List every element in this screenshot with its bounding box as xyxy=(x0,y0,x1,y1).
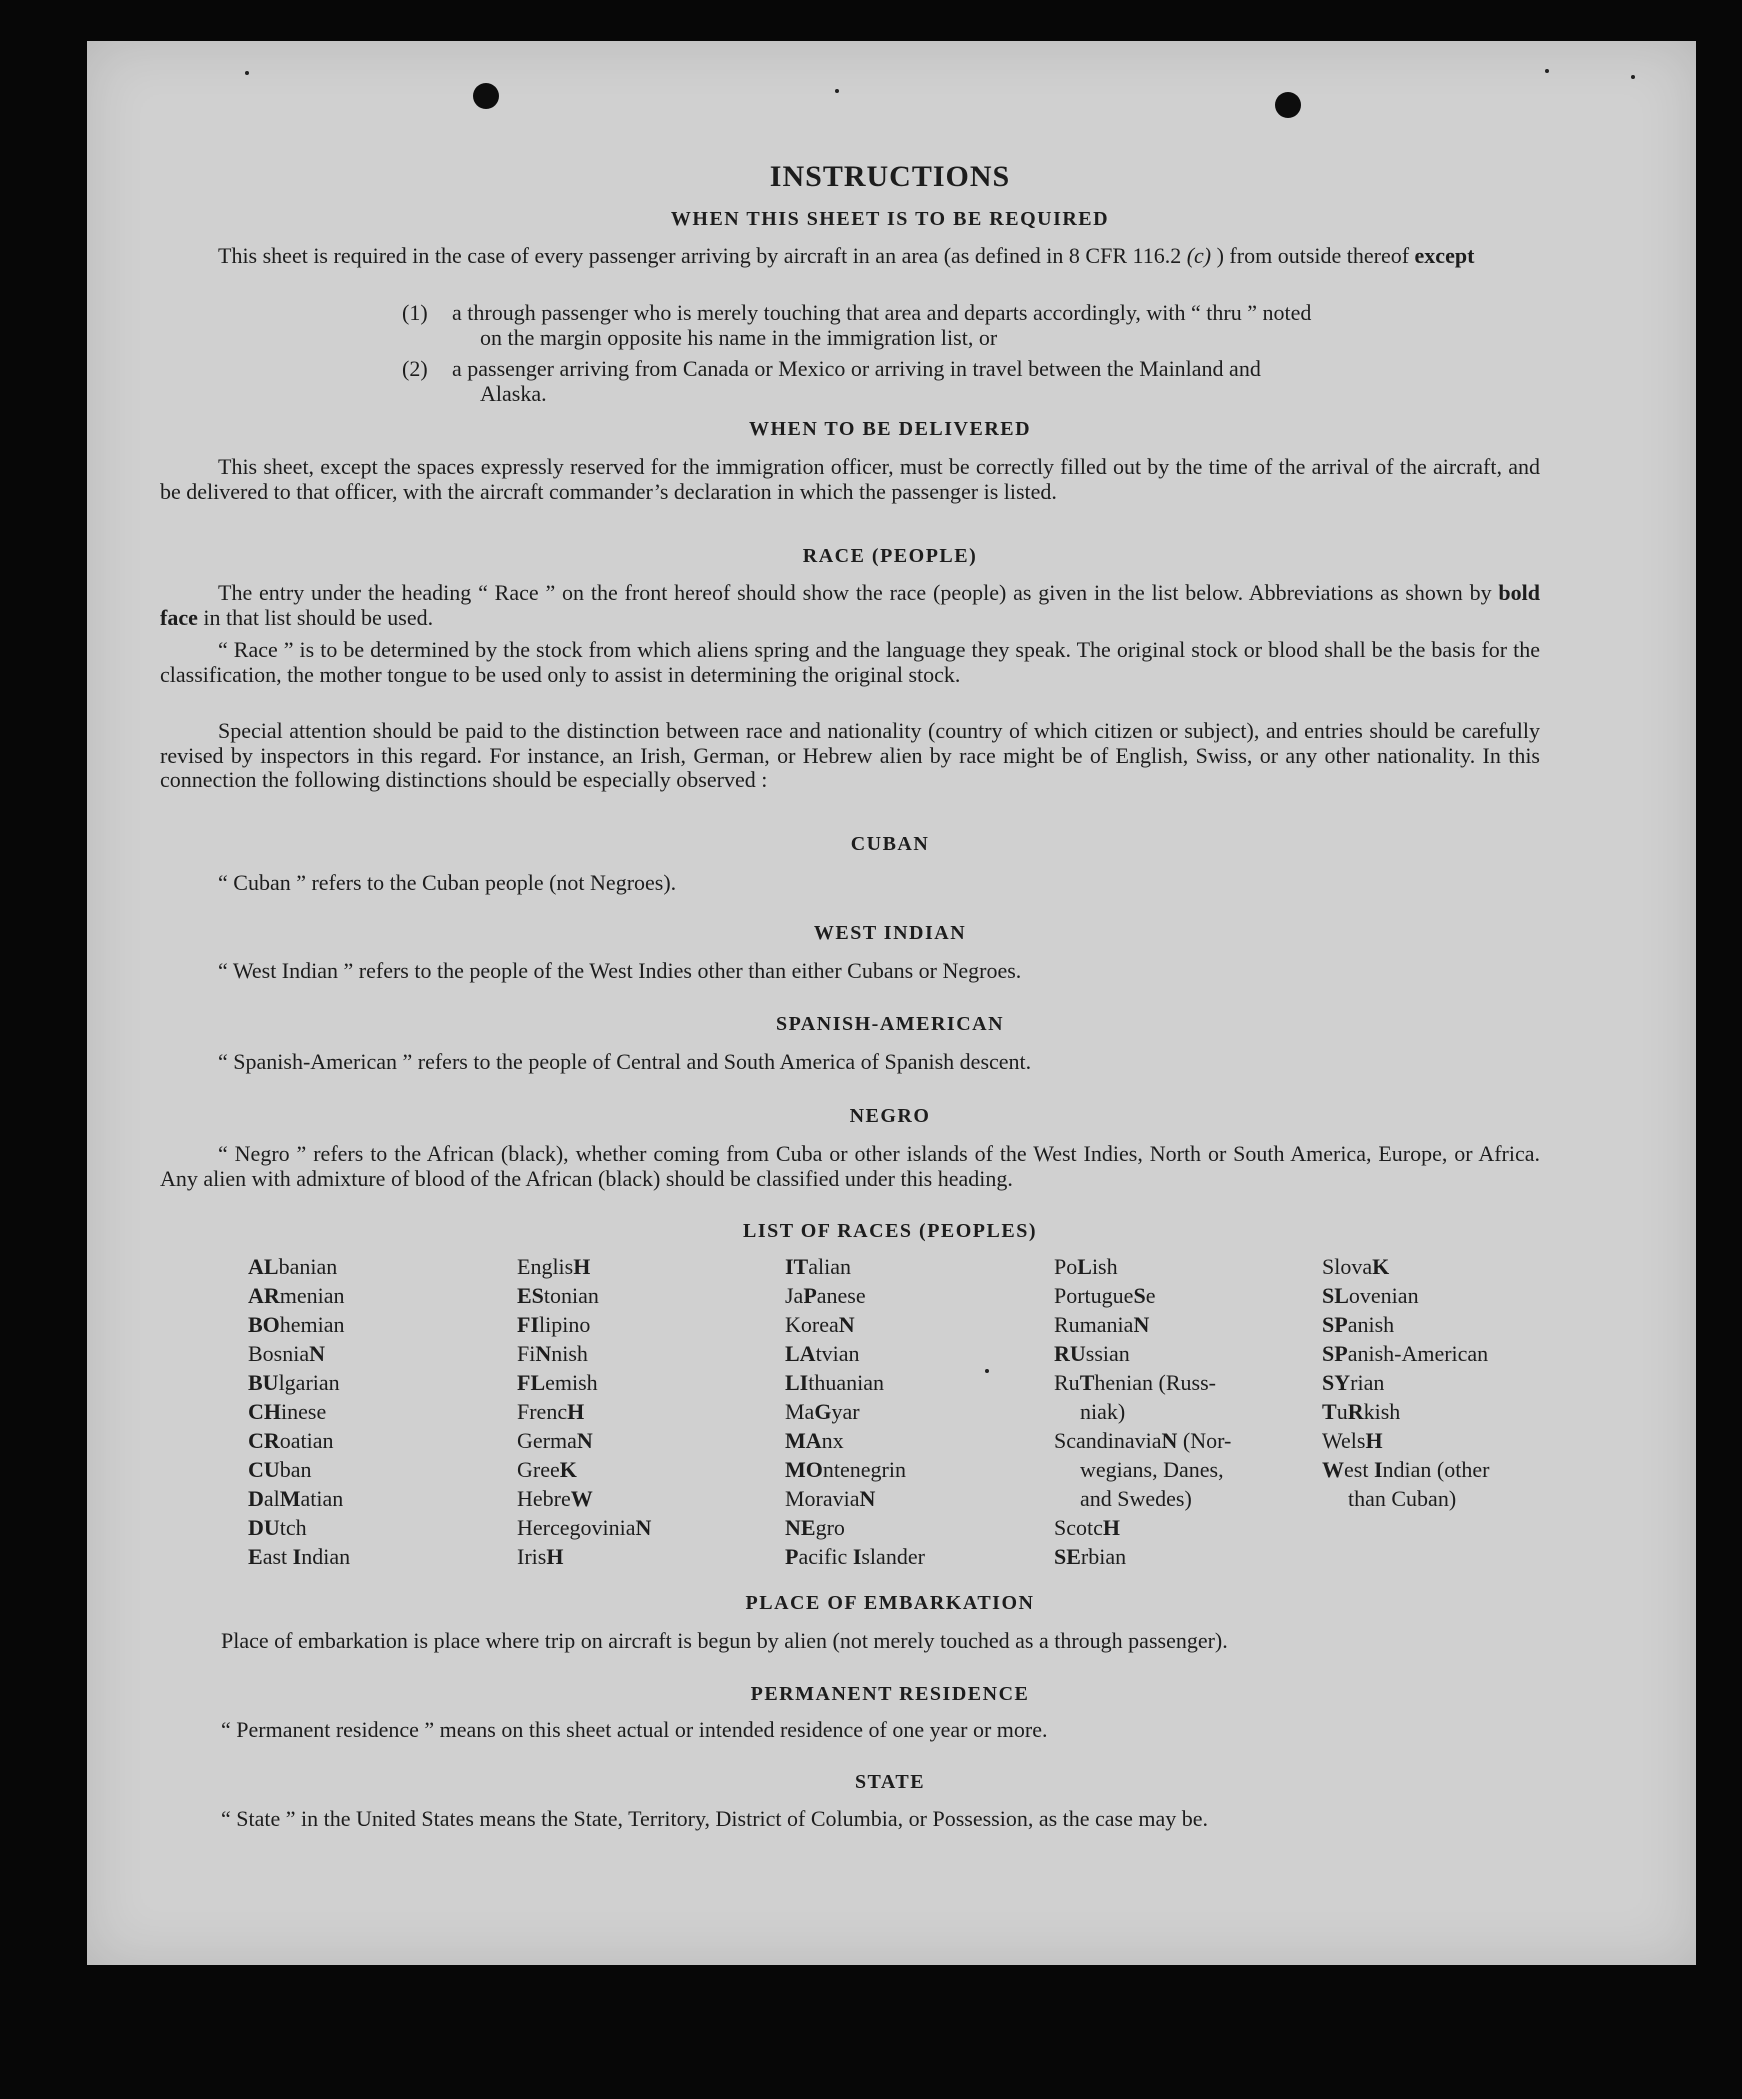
race-abbreviation: N xyxy=(838,1312,855,1337)
punch-hole-left xyxy=(473,83,499,109)
race-text: Fi xyxy=(517,1341,536,1366)
race-text: and Swedes) xyxy=(1080,1486,1192,1511)
race-entry xyxy=(785,1310,1045,1339)
race-text: Korea xyxy=(785,1312,839,1337)
race-entry xyxy=(1322,1368,1582,1397)
race-text: ntenegrin xyxy=(822,1457,906,1482)
race-entry xyxy=(1054,1513,1314,1542)
race-text: lipino xyxy=(539,1312,591,1337)
race-abbreviation: IT xyxy=(785,1254,809,1279)
race-text: Wels xyxy=(1322,1428,1366,1453)
race-text: hemian xyxy=(279,1312,345,1337)
race-text: Scandinavia xyxy=(1054,1428,1162,1453)
race-entry xyxy=(1322,1455,1582,1484)
race-abbreviation: G xyxy=(814,1399,832,1424)
exception-item-1 xyxy=(404,301,1540,350)
race-entry xyxy=(248,1339,508,1368)
race-text: Rumania xyxy=(1054,1312,1134,1337)
when-required-text xyxy=(160,244,1540,269)
race-text: est xyxy=(1344,1457,1374,1482)
race-abbreviation: T xyxy=(1322,1399,1337,1424)
section-heading-when-required: WHEN THIS SHEET IS TO BE REQUIRED xyxy=(670,208,1110,230)
race-entry xyxy=(1322,1339,1582,1368)
race-abbreviation: FI xyxy=(517,1312,539,1337)
race-entry-continuation xyxy=(1054,1484,1314,1513)
race-entry xyxy=(785,1542,1045,1571)
race-entry xyxy=(785,1513,1045,1542)
speck xyxy=(1545,69,1549,73)
race-entry xyxy=(248,1310,508,1339)
race-abbreviation: CR xyxy=(248,1428,280,1453)
race-abbreviation: MA xyxy=(785,1428,822,1453)
section-heading-list-of-races: LIST OF RACES (PEOPLES) xyxy=(742,1220,1037,1242)
race-entry-continuation xyxy=(1054,1397,1314,1426)
race-abbreviation: SP xyxy=(1322,1312,1348,1337)
race-abbreviation: N xyxy=(635,1515,652,1540)
race-text: ndian (other xyxy=(1382,1457,1490,1482)
race-entry xyxy=(517,1368,777,1397)
race-abbreviation: W xyxy=(1322,1457,1344,1482)
race-entry xyxy=(517,1455,777,1484)
race-text: thuanian xyxy=(808,1370,885,1395)
race-abbreviation: DU xyxy=(248,1515,280,1540)
negro-text: “ Negro ” refers to the African (black), whether coming from Cuba or other islands of the West Indies, North or South America, Europe, or Africa. Any alien with admixture of blood of the African (black) should be classified under this heading. xyxy=(160,1141,1540,1191)
item-line: Alaska. xyxy=(480,380,547,406)
race-entry xyxy=(248,1252,508,1281)
text-run: This sheet is required in the case of every passenger arriving by aircraft in an area (as defined in 8 CFR 116.2 xyxy=(218,243,1187,268)
race-text: Ma xyxy=(785,1399,815,1424)
when-delivered-text: This sheet, except the spaces expressly reserved for the immigration officer, must be correctly filled out by the time of the arrival of the aircraft, and be delivered to that officer, with the aircraft commander’s declaration in which the passenger is listed. xyxy=(160,454,1540,504)
race-text: emish xyxy=(545,1370,598,1395)
races-list xyxy=(248,1252,1548,1572)
race-abbreviation: H xyxy=(1102,1515,1121,1540)
race-column xyxy=(785,1252,1045,1571)
race-abbreviation: N xyxy=(576,1428,593,1453)
race-text: ban xyxy=(279,1457,312,1482)
page-title: INSTRUCTIONS xyxy=(769,160,1011,193)
race-entry xyxy=(785,1368,1045,1397)
text-run: except xyxy=(1414,243,1475,268)
race-entry xyxy=(248,1397,508,1426)
race-entry xyxy=(785,1484,1045,1513)
race-abbreviation: N xyxy=(859,1486,876,1511)
race-text: Ru xyxy=(1054,1370,1080,1395)
race-column xyxy=(248,1252,508,1571)
race-abbreviation: P xyxy=(803,1283,817,1308)
race-text: oatian xyxy=(279,1428,334,1453)
item-line: a passenger arriving from Canada or Mexico or arriving in travel between the Mainland and xyxy=(452,356,1261,381)
place-of-embarkation-text: Place of embarkation is place where trip on aircraft is begun by alien (not merely touched as a through passenger). xyxy=(221,1628,1228,1653)
speck xyxy=(835,89,839,93)
item-line: a through passenger who is merely touching that area and departs accordingly, with “ thru ” noted xyxy=(452,300,1312,325)
race-abbreviation: RU xyxy=(1054,1341,1086,1366)
race-entry xyxy=(1054,1426,1314,1455)
race-text: Po xyxy=(1054,1254,1078,1279)
permanent-residence-text: “ Permanent residence ” means on this sheet actual or intended residence of one year or more. xyxy=(221,1717,1048,1742)
race-text: Scotc xyxy=(1054,1515,1103,1540)
race-entry xyxy=(785,1397,1045,1426)
race-text: rian xyxy=(1350,1370,1385,1395)
race-text: Ja xyxy=(785,1283,804,1308)
race-abbreviation: T xyxy=(1079,1370,1095,1395)
race-abbreviation: R xyxy=(1347,1399,1364,1424)
race-entry xyxy=(1054,1310,1314,1339)
race-text: Englis xyxy=(517,1254,574,1279)
race-entry xyxy=(248,1426,508,1455)
race-entry xyxy=(785,1339,1045,1368)
race-column xyxy=(1322,1252,1582,1513)
punch-hole-right xyxy=(1275,92,1301,118)
race-abbreviation: SE xyxy=(1054,1544,1081,1569)
race-text: Hercegovinia xyxy=(517,1515,636,1540)
race-text: Germa xyxy=(517,1428,577,1453)
race-abbreviation: N xyxy=(309,1341,326,1366)
race-abbreviation: ES xyxy=(517,1283,544,1308)
race-abbreviation: CH xyxy=(248,1399,281,1424)
race-text: (Nor- xyxy=(1177,1428,1232,1453)
section-heading-negro: NEGRO xyxy=(849,1105,931,1127)
race-entry xyxy=(785,1252,1045,1281)
race-text: Bosnia xyxy=(248,1341,310,1366)
race-text: Slova xyxy=(1322,1254,1373,1279)
race-text: Iris xyxy=(517,1544,547,1569)
race-entry xyxy=(517,1310,777,1339)
west-indian-text: “ West Indian ” refers to the people of the West Indies other than either Cubans or Negroes. xyxy=(218,958,1022,983)
race-abbreviation: LA xyxy=(785,1341,816,1366)
race-abbreviation: LI xyxy=(785,1370,809,1395)
text-run: bold face xyxy=(160,580,1540,630)
race-entry xyxy=(1054,1252,1314,1281)
section-heading-race: RACE (PEOPLE) xyxy=(802,545,978,567)
race-text: than Cuban) xyxy=(1348,1486,1457,1511)
race-abbreviation: NE xyxy=(785,1515,816,1540)
race-abbreviation: M xyxy=(279,1486,301,1511)
text-run: The entry under the heading “ Race ” on the front hereof should show the race (people) as given in the list below. Abbreviations as shown by xyxy=(218,580,1499,605)
race-abbreviation: K xyxy=(559,1457,577,1482)
race-abbreviation: H xyxy=(573,1254,591,1279)
text-run: (c) xyxy=(1186,243,1212,268)
state-text: “ State ” in the United States means the State, Territory, District of Columbia, or Possession, as the case may be. xyxy=(221,1806,1209,1831)
race-entry xyxy=(1322,1252,1582,1281)
race-text: Moravia xyxy=(785,1486,860,1511)
race-abbreviation: I xyxy=(1373,1457,1383,1482)
race-abbreviation: N xyxy=(535,1341,552,1366)
item-number: (2) xyxy=(402,356,428,381)
race-text: nx xyxy=(821,1428,844,1453)
race-text: henian (Russ- xyxy=(1094,1370,1216,1395)
race-abbreviation: P xyxy=(785,1544,799,1569)
race-text: menian xyxy=(279,1283,345,1308)
section-heading-permanent-residence: PERMANENT RESIDENCE xyxy=(750,1683,1030,1705)
race-text: Portugue xyxy=(1054,1283,1134,1308)
section-heading-place-of-embarkation: PLACE OF EMBARKATION xyxy=(745,1592,1035,1614)
race-abbreviation: AL xyxy=(248,1254,279,1279)
race-text: e xyxy=(1145,1283,1156,1308)
race-abbreviation: BU xyxy=(248,1370,279,1395)
speck xyxy=(245,71,249,75)
race-text: ndian xyxy=(301,1544,351,1569)
item-number: (1) xyxy=(402,300,428,325)
race-entry xyxy=(517,1484,777,1513)
race-paragraph-3: Special attention should be paid to the distinction between race and nationality (country of which citizen or subject), and entries should be carefully revised by inspectors in this regard. For instance, an Irish, German, or Hebrew alien by race might be of English, Swiss, or any other nationality. In this connection the following distinctions should be especially observed : xyxy=(160,718,1540,792)
race-paragraph-2: “ Race ” is to be determined by the stock from which aliens spring and the language they speak. The original stock or blood shall be the basis for the classification, the mother tongue to be used only to assist in determining the original stock. xyxy=(160,637,1540,687)
race-abbreviation: D xyxy=(248,1486,264,1511)
race-text: banian xyxy=(278,1254,338,1279)
race-text: niak) xyxy=(1080,1399,1126,1424)
race-entry xyxy=(248,1368,508,1397)
race-entry xyxy=(517,1281,777,1310)
race-entry xyxy=(1322,1310,1582,1339)
race-entry xyxy=(785,1455,1045,1484)
race-abbreviation: SL xyxy=(1322,1283,1349,1308)
race-abbreviation: SY xyxy=(1322,1370,1351,1395)
race-abbreviation: E xyxy=(248,1544,263,1569)
race-abbreviation: I xyxy=(292,1544,302,1569)
race-column xyxy=(1054,1252,1314,1571)
race-abbreviation: MO xyxy=(785,1457,823,1482)
race-abbreviation: N xyxy=(1133,1312,1150,1337)
race-entry xyxy=(1054,1368,1314,1397)
race-abbreviation: S xyxy=(1133,1283,1146,1308)
race-text: anish xyxy=(1347,1312,1395,1337)
race-abbreviation: SP xyxy=(1322,1341,1348,1366)
race-text: anese xyxy=(816,1283,866,1308)
race-text: Frenc xyxy=(517,1399,568,1424)
race-text: Gree xyxy=(517,1457,560,1482)
race-abbreviation: L xyxy=(1077,1254,1092,1279)
race-entry xyxy=(517,1426,777,1455)
race-entry xyxy=(1322,1281,1582,1310)
race-text: al xyxy=(263,1486,280,1511)
race-entry xyxy=(1054,1281,1314,1310)
race-column xyxy=(517,1252,777,1571)
section-heading-when-delivered: WHEN TO BE DELIVERED xyxy=(748,418,1032,440)
race-entry xyxy=(1054,1339,1314,1368)
race-entry xyxy=(517,1513,777,1542)
race-text: ast xyxy=(262,1544,293,1569)
race-entry xyxy=(1054,1542,1314,1571)
race-entry xyxy=(248,1513,508,1542)
text-run: in that list should be used. xyxy=(197,604,434,630)
section-heading-cuban: CUBAN xyxy=(850,833,930,855)
race-text: lgarian xyxy=(278,1370,340,1395)
race-abbreviation: FL xyxy=(517,1370,546,1395)
item-line: on the margin opposite his name in the immigration list, or xyxy=(480,324,998,350)
race-text: ovenian xyxy=(1348,1283,1419,1308)
race-text: atian xyxy=(300,1486,344,1511)
race-entry xyxy=(785,1281,1045,1310)
race-text: kish xyxy=(1363,1399,1401,1424)
race-entry xyxy=(248,1542,508,1571)
race-entry xyxy=(517,1397,777,1426)
race-paragraph-1 xyxy=(160,581,1540,630)
race-entry-continuation xyxy=(1054,1455,1314,1484)
race-text: tch xyxy=(279,1515,307,1540)
section-heading-west-indian: WEST INDIAN xyxy=(813,922,967,944)
race-text: nish xyxy=(551,1341,588,1366)
exception-item-2 xyxy=(404,357,1540,406)
race-abbreviation: W xyxy=(570,1486,593,1511)
race-text: rbian xyxy=(1080,1544,1127,1569)
race-entry xyxy=(517,1252,777,1281)
section-heading-state: STATE xyxy=(854,1771,926,1793)
race-entry xyxy=(1322,1426,1582,1455)
race-text: ish xyxy=(1091,1254,1118,1279)
race-text: wegians, Danes, xyxy=(1080,1457,1224,1482)
spanish-american-text: “ Spanish-American ” refers to the people of Central and South America of Spanish descent. xyxy=(218,1049,1032,1074)
race-abbreviation: K xyxy=(1372,1254,1390,1279)
race-entry xyxy=(248,1484,508,1513)
speck xyxy=(1631,75,1635,79)
race-abbreviation: H xyxy=(1365,1428,1383,1453)
race-abbreviation: AR xyxy=(248,1283,280,1308)
race-text: ssian xyxy=(1085,1341,1130,1366)
section-heading-spanish-american: SPANISH-AMERICAN xyxy=(775,1013,1005,1035)
race-entry xyxy=(517,1542,777,1571)
cuban-text: “ Cuban ” refers to the Cuban people (not Negroes). xyxy=(218,870,677,895)
race-text: Hebre xyxy=(517,1486,571,1511)
text-run: ) from outside thereof xyxy=(1211,243,1415,268)
race-entry xyxy=(248,1455,508,1484)
race-text: yar xyxy=(831,1399,860,1424)
race-entry xyxy=(248,1281,508,1310)
race-text: tonian xyxy=(543,1283,599,1308)
race-text: gro xyxy=(815,1515,845,1540)
race-abbreviation: H xyxy=(546,1544,564,1569)
race-entry xyxy=(517,1339,777,1368)
race-text: u xyxy=(1336,1399,1348,1424)
race-text: acific xyxy=(798,1544,853,1569)
race-text: inese xyxy=(281,1399,327,1424)
race-abbreviation: BO xyxy=(248,1312,280,1337)
race-abbreviation: CU xyxy=(248,1457,280,1482)
race-text: slander xyxy=(861,1544,925,1569)
race-abbreviation: N xyxy=(1161,1428,1178,1453)
race-abbreviation: H xyxy=(567,1399,585,1424)
race-text: alian xyxy=(808,1254,852,1279)
race-entry xyxy=(785,1426,1045,1455)
race-text: tvian xyxy=(815,1341,860,1366)
race-text: anish-American xyxy=(1347,1341,1489,1366)
race-abbreviation: I xyxy=(852,1544,862,1569)
race-entry xyxy=(1322,1397,1582,1426)
race-entry-continuation xyxy=(1322,1484,1582,1513)
